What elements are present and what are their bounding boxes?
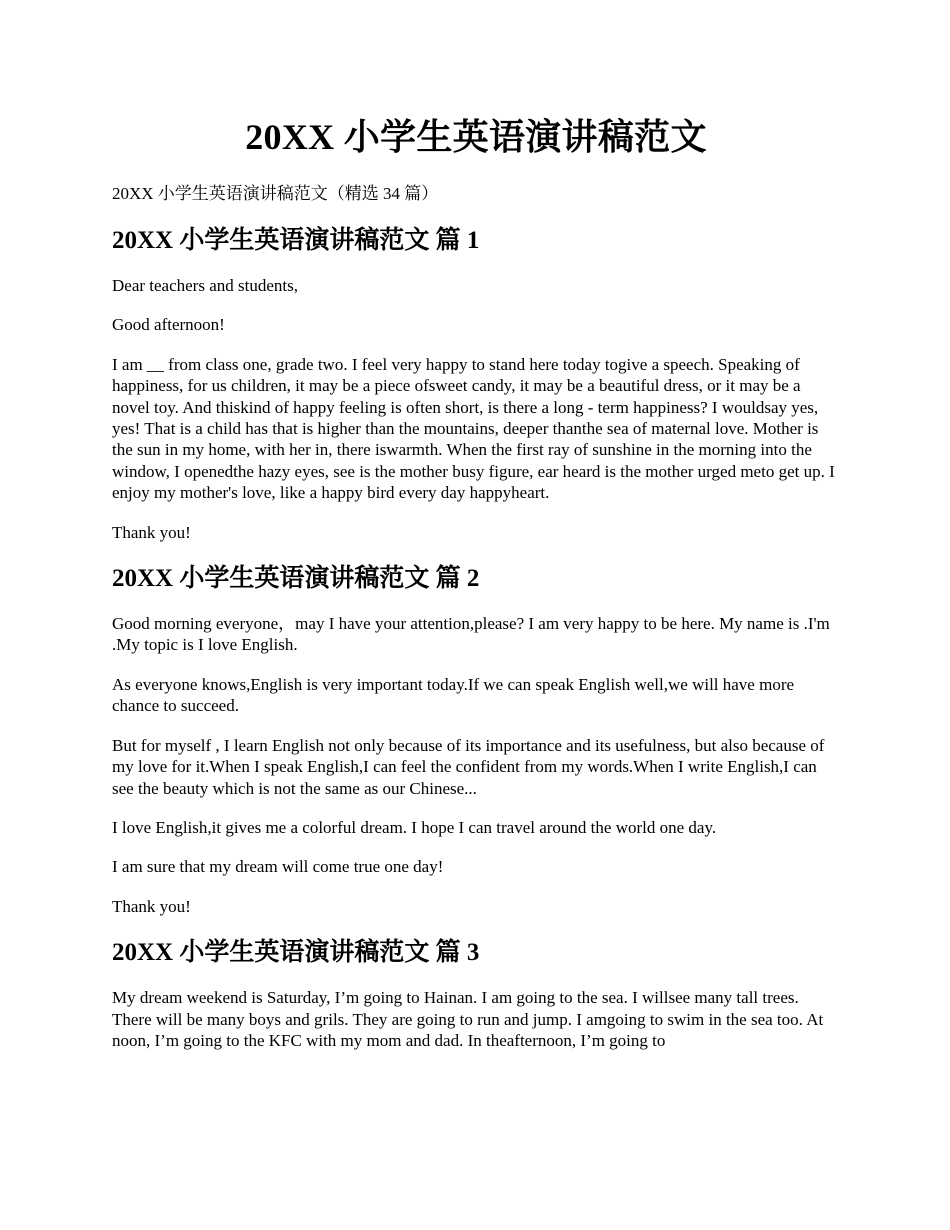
- paragraph: Dear teachers and students,: [112, 276, 298, 295]
- document-page: [112, 0, 840, 1051]
- paragraph: Good morning everyone，may I have your attention,please? I am very happy to be here. My name is .I'm .My topic is I love English.: [112, 614, 830, 655]
- document-subtitle: 20XX 小学生英语演讲稿范文（精选 34 篇）: [112, 184, 439, 203]
- paragraph: As everyone knows,English is very important today.If we can speak English well,we will have more chance to succeed.: [112, 674, 795, 716]
- paragraph: Good afternoon!: [112, 315, 225, 335]
- section-heading: 20XX 小学生英语演讲稿范文 篇 2: [112, 565, 480, 593]
- section-heading: 20XX 小学生英语演讲稿范文 篇 1: [112, 227, 480, 254]
- paragraph: But for myself , I learn English not only because of its importance and its usefulness, but also because of my love for it.When I speak English,I can feel the confident from my words.When I write English,I can see the beauty which is not the same as our Chinese...: [112, 735, 825, 798]
- paragraph: My dream weekend is Saturday, I’m going to Hainan. I am going to the sea. I willsee many tall trees. There will be many boys and grils. They are going to run and jump. I amgoing to swim in the sea too. At noon, I’m going to the KFC with my mom and dad. In theafternoon, I’m going to: [112, 988, 824, 1050]
- section-3: [112, 937, 840, 1051]
- paragraph: Thank you!: [112, 896, 191, 916]
- section-heading: 20XX 小学生英语演讲稿范文 篇 3: [112, 939, 480, 967]
- section-1: [112, 225, 840, 543]
- paragraph: Thank you!: [112, 522, 191, 542]
- paragraph: I am __ from class one, grade two. I feel very happy to stand here today togive a speech. Speaking of happiness, for us children, it may be a piece ofsweet candy, it may be a beautiful dress, or it may be a novel toy. And thiskind of happy feeling is often short, is there a long - term happiness? I wouldsay yes, yes! That is a child has that is higher than the mountains, deeper thanthe sea of maternal love. Mother is the sun in my home, with her in, there iswarmth. When the first ray of sunshine in the morning into the window, I openedthe hazy eyes, see is the mother busy figure, ear heard is the mother urged meto get up. I enjoy my mother's love, like a happy bird every day happyheart.: [112, 354, 835, 503]
- section-2: [112, 563, 840, 917]
- paragraph: I love English,it gives me a colorful dream. I hope I can travel around the world one day.: [112, 817, 717, 837]
- paragraph: I am sure that my dream will come true one day!: [112, 857, 444, 877]
- document-title: 20XX 小学生英语演讲稿范文: [245, 117, 707, 157]
